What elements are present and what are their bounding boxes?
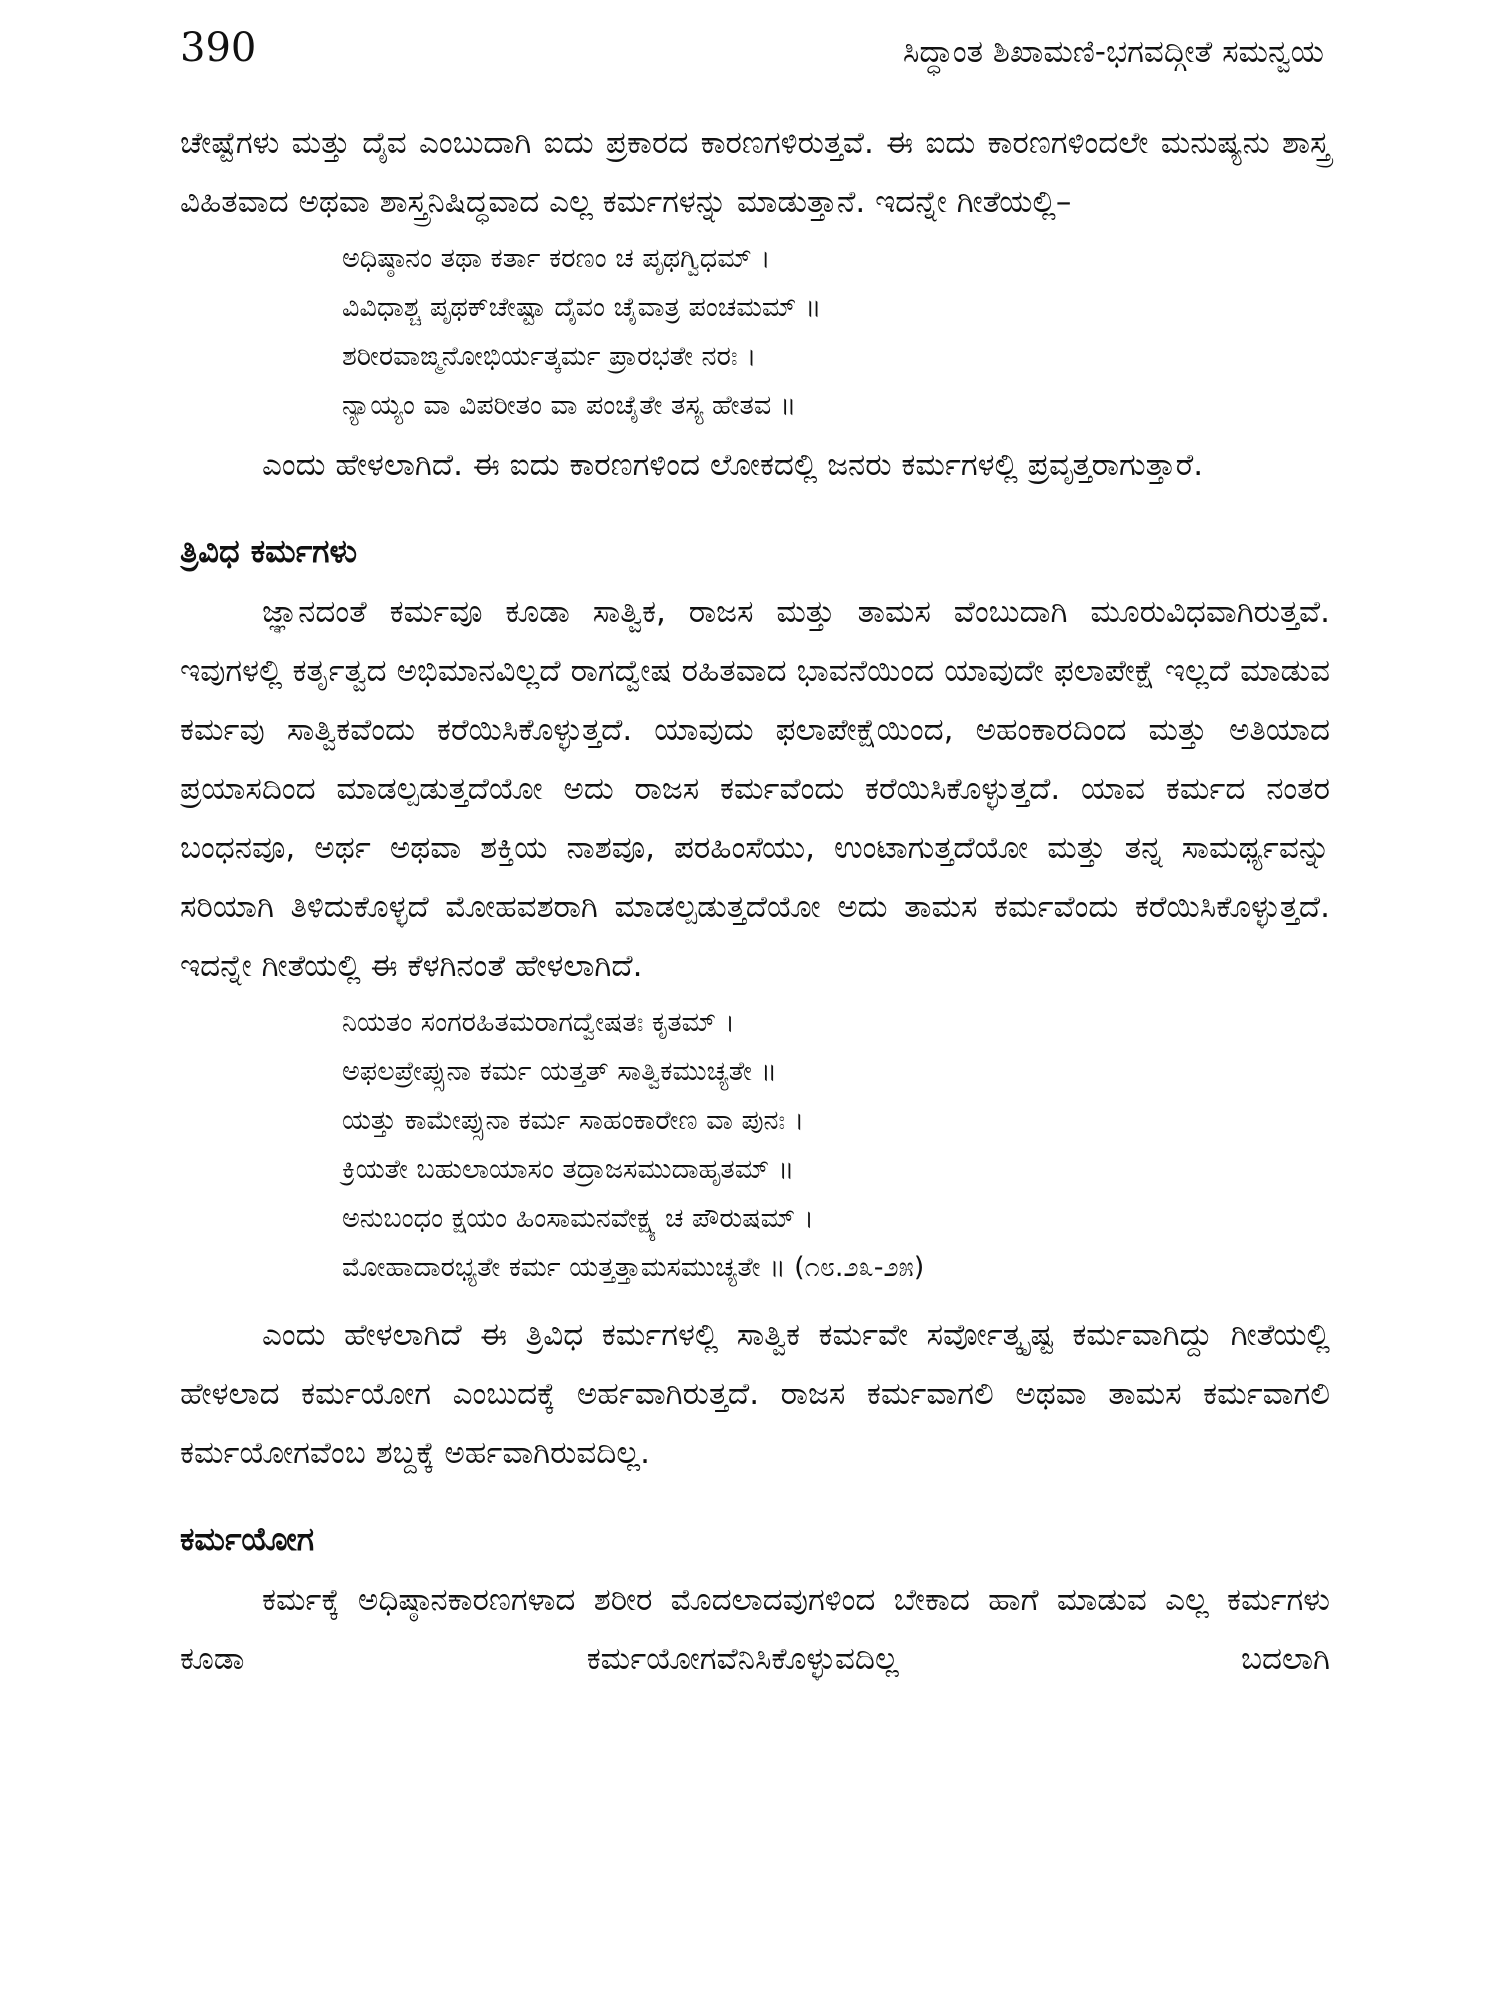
verse-line: ಶರೀರವಾಙ್ಮನೋಭಿರ್ಯತ್ಕರ್ಮ ಪ್ರಾರಭತೇ ನರಃ । bbox=[342, 341, 757, 372]
verse-line: ನ್ಯಾಯ್ಯಂ ವಾ ವಿಪರೀತಂ ವಾ ಪಂಚೈತೇ ತಸ್ಯ ಹೇತವ ॥ bbox=[342, 390, 797, 421]
paragraph-2: ಎಂದು ಹೇಳಲಾಗಿದೆ. ಈ ಐದು ಕಾರಣಗಳಿಂದ ಲೋಕದಲ್ಲಿ ಜನರು ಕರ್ಮಗಳಲ್ಲಿ ಪ್ರವೃತ್ತರಾಗುತ್ತಾರೆ. bbox=[262, 447, 1204, 483]
verse-line: ಅನುಬಂಧಂ ಕ್ಷಯಂ ಹಿಂಸಾಮನವೇಕ್ಷ್ಯ ಚ ಪೌರುಷಮ್ । bbox=[342, 1203, 814, 1234]
verse-line: ಮೋಹಾದಾರಭ್ಯತೇ ಕರ್ಮ ಯತ್ತತ್ತಾಮಸಮುಚ್ಯತೇ ॥ (೧೮.೨೩-೨೫) bbox=[342, 1252, 925, 1283]
verse-line: ಕ್ರಿಯತೇ ಬಹುಲಾಯಾಸಂ ತದ್ರಾಜಸಮುದಾಹೃತಮ್ ॥ bbox=[342, 1154, 795, 1185]
section-heading-trividha-karma: ತ್ರಿವಿಧ ಕರ್ಮಗಳು bbox=[180, 532, 358, 570]
verse-block-1 bbox=[342, 234, 1330, 430]
paragraph-1: ಚೇಷ್ಟೆಗಳು ಮತ್ತು ದೈವ ಎಂಬುದಾಗಿ ಐದು ಪ್ರಕಾರದ ಕಾರಣಗಳಿರುತ್ತವೆ. ಈ ಐದು ಕಾರಣಗಳಿಂದಲೇ ಮನುಷ್ಯನು ಶಾಸ್ತ್ರ ವಿಹಿತವಾದ ಅಥವಾ ಶಾಸ್ತ್ರನಿಷಿದ್ಧವಾದ ಎಲ್ಲ ಕರ್ಮಗಳನ್ನು ಮಾಡುತ್ತಾನೆ. ಇದನ್ನೇ ಗೀತೆಯಲ್ಲಿ– bbox=[180, 125, 1330, 220]
paragraph-5: ಕರ್ಮಕ್ಕೆ ಅಧಿಷ್ಠಾನಕಾರಣಗಳಾದ ಶರೀರ ಮೊದಲಾದವುಗಳಿಂದ ಬೇಕಾದ ಹಾಗೆ ಮಾಡುವ ಎಲ್ಲ ಕರ್ಮಗಳು ಕೂಡಾ ಕರ್ಮಯೋಗವೆನಿಸಿಕೊಳ್ಳುವದಿಲ್ಲ ಬದಲಾಗಿ bbox=[180, 1582, 1330, 1677]
page-content bbox=[180, 114, 1330, 1689]
verse-block-2 bbox=[342, 998, 1330, 1292]
page-header bbox=[180, 18, 1340, 78]
running-title: ಸಿದ್ಧಾಂತ ಶಿಖಾಮಣಿ-ಭಗವದ್ಗೀತೆ ಸಮನ್ವಯ bbox=[902, 34, 1324, 70]
paragraph-3: ಜ್ಞಾನದಂತೆ ಕರ್ಮವೂ ಕೂಡಾ ಸಾತ್ವಿಕ, ರಾಜಸ ಮತ್ತು ತಾಮಸ ವೆಂಬುದಾಗಿ ಮೂರುವಿಧವಾಗಿರುತ್ತವೆ. ಇವುಗಳಲ್ಲಿ ಕರ್ತೃತ್ವದ ಅಭಿಮಾನವಿಲ್ಲದೆ ರಾಗದ್ವೇಷ ರಹಿತವಾದ ಭಾವನೆಯಿಂದ ಯಾವುದೇ ಫಲಾಪೇಕ್ಷೆ ಇಲ್ಲದೆ ಮಾಡುವ ಕರ್ಮವು ಸಾತ್ವಿಕವೆಂದು ಕರೆಯಿಸಿಕೊಳ್ಳುತ್ತದೆ. ಯಾವುದು ಫಲಾಪೇಕ್ಷೆಯಿಂದ, ಅಹಂಕಾರದಿಂದ ಮತ್ತು ಅತಿಯಾದ ಪ್ರಯಾಸದಿಂದ ಮಾಡಲ್ಪಡುತ್ತದೆಯೋ ಅದು ರಾಜಸ ಕರ್ಮವೆಂದು ಕರೆಯಿಸಿಕೊಳ್ಳುತ್ತದೆ. ಯಾವ ಕರ್ಮದ ನಂತರ ಬಂಧನವೂ, ಅರ್ಥ ಅಥವಾ ಶಕ್ತಿಯ ನಾಶವೂ, ಪರಹಿಂಸೆಯು, ಉಂಟಾಗುತ್ತದೆಯೋ ಮತ್ತು ತನ್ನ ಸಾಮರ್ಥ್ಯವನ್ನು ಸರಿಯಾಗಿ ತಿಳಿದುಕೊಳ್ಳದೆ ಮೋಹವಶರಾಗಿ ಮಾಡಲ್ಪಡುತ್ತದೆಯೋ ಅದು ತಾಮಸ ಕರ್ಮವೆಂದು ಕರೆಯಿಸಿಕೊಳ್ಳುತ್ತದೆ. ಇದನ್ನೇ ಗೀತೆಯಲ್ಲಿ ಈ ಕೆಳಗಿನಂತೆ ಹೇಳಲಾಗಿದೆ. bbox=[180, 594, 1330, 984]
verse-line: ಅಫಲಪ್ರೇಪ್ಸುನಾ ಕರ್ಮ ಯತ್ತತ್ ಸಾತ್ವಿಕಮುಚ್ಯತೇ ॥ bbox=[342, 1056, 778, 1087]
page-number: 390 bbox=[180, 25, 257, 71]
verse-line: ವಿವಿಧಾಶ್ಚ ಪೃಥಕ್‌ಚೇಷ್ಟಾ ದೈವಂ ಚೈವಾತ್ರ ಪಂಚಮಮ್ ॥ bbox=[342, 292, 822, 323]
verse-line: ನಿಯತಂ ಸಂಗರಹಿತಮರಾಗದ್ವೇಷತಃ ಕೃತಮ್ । bbox=[342, 1007, 735, 1038]
verse-line: ಅಧಿಷ್ಠಾನಂ ತಥಾ ಕರ್ತಾ ಕರಣಂ ಚ ಪೃಥಗ್ವಿಧಮ್ । bbox=[342, 243, 771, 274]
paragraph-4: ಎಂದು ಹೇಳಲಾಗಿದೆ ಈ ತ್ರಿವಿಧ ಕರ್ಮಗಳಲ್ಲಿ ಸಾತ್ವಿಕ ಕರ್ಮವೇ ಸರ್ವೋತ್ಕೃಷ್ಟ ಕರ್ಮವಾಗಿದ್ದು ಗೀತೆಯಲ್ಲಿ ಹೇಳಲಾದ ಕರ್ಮಯೋಗ ಎಂಬುದಕ್ಕೆ ಅರ್ಹವಾಗಿರುತ್ತದೆ. ರಾಜಸ ಕರ್ಮವಾಗಲಿ ಅಥವಾ ತಾಮಸ ಕರ್ಮವಾಗಲಿ ಕರ್ಮಯೋಗವೆಂಬ ಶಬ್ದಕ್ಕೆ ಅರ್ಹವಾಗಿರುವದಿಲ್ಲ. bbox=[180, 1317, 1330, 1471]
section-heading-karmayoga: ಕರ್ಮಯೋಗ bbox=[180, 1520, 315, 1558]
book-page bbox=[180, 0, 1340, 2000]
verse-line: ಯತ್ತು ಕಾಮೇಪ್ಸುನಾ ಕರ್ಮ ಸಾಹಂಕಾರೇಣ ವಾ ಪುನಃ । bbox=[342, 1105, 805, 1136]
